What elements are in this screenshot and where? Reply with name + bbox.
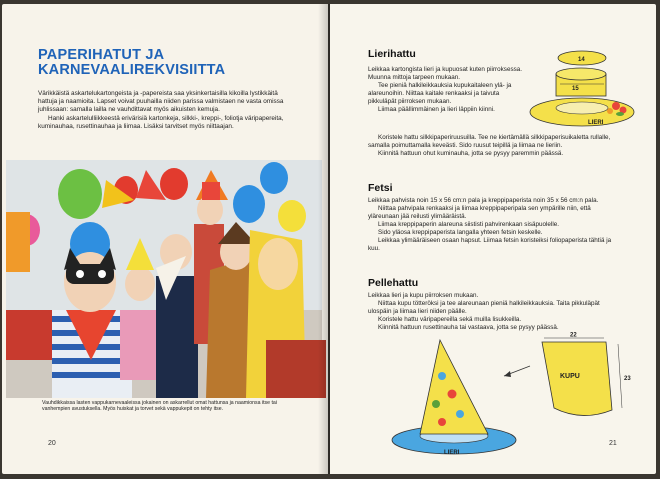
left-page [2,4,328,474]
intro-text [38,90,296,131]
lierihattu-text [368,66,528,114]
party-photo [6,160,322,398]
fetsi-text [368,197,622,253]
right-page [330,4,656,474]
page-number-right: 21 [609,440,617,447]
diagram-label-22: 22 [570,332,577,339]
fetsi-paragraph-4: Sido yläosa kreppipaperista langalla yhteen fetsin keskelle. [378,229,543,236]
pellehattu-title: Pellehattu [368,277,419,289]
lierihattu-paragraph-2: Tee pieniä halkileikkauksia kupukaitaleen ylä- ja alareunoihin. Niittaa kaitale renkaaksi ja taivuta pikkuläpät piirroksen mukaan. [368,82,512,105]
fetsi-paragraph-3: Liimaa kreppipaperin alareuna siististi pahvirenkaan sisäpuolelle. [378,221,559,228]
pellehattu-text [368,292,622,332]
children-carnival-photo [6,160,322,398]
diagram-label-lieri-top: LIERI [588,120,604,126]
intro-paragraph-2: Hanki askartelulliikkeestä erivärisiä kartonkeja, silkki-, kreppi-, foliotja väripapereita, kuminauhaa, rusettinauhaa ja liimaa. Lisäksi tarvitset myös niittaajan. [38,114,284,130]
lierihattu-paragraph-3: Liimaa päällimmäinen ja lieri läppiin kiinni. [378,106,495,113]
title-line-2: KARNEVAALIREKVISIITTA [38,62,226,78]
lierihattu-paragraph-1: Leikkaa kartongista lieri ja kupuosat kuten piirroksessa. Muunna mittoja tarpeen mukaan. [368,66,523,81]
page-title [38,48,298,78]
lierihattu-text-wide [368,134,616,158]
diagram-label-lieri-cone: LIERI [444,450,460,456]
lierihattu-paragraph-5: Kiinnitä hattuun ohut kuminauha, jotta se pysyy paremmin päässä. [378,150,564,157]
pellehattu-paragraph-2: Niittaa kupu tötteröksi ja tee alareunaan pieniä halkileikkauksia. Taita pikkuläpät ulospäin ja liimaa lieri niiden päälle. [368,300,600,315]
diagram-label-kupu: KUPU [560,373,580,380]
lierihattu-paragraph-4: Koristele hattu silkkipaperiruusuilla. Tee ne kiertämällä silkkipaperisuikaletta rullalle, samalla poimuttamalla keveästi. Sido ruusut teipillä ja liimaa ne lieriin. [368,134,611,149]
pellehattu-paragraph-3: Koristele hattu väripapereilla sekä muilla lisukkeilla. [378,316,522,323]
pellehattu-paragraph-4: Kiinnitä hattuun rusettinauha tai vastaava, jotta se pysyy päässä. [378,324,559,331]
intro-paragraph-1: Värikkäistä askartelukartongeista ja -papereista saa yksinkertaisilla kikoilla lystikkäitä hattuja ja naamioita. Lapset voivat puuhailla niiden parissa valmistaen ne vasta omissa juhlissaan: samalla lailla ne vauhdittavat myös aikuisten kemuja. [38,90,284,114]
lierihattu-diagram [526,48,638,134]
lierihattu-title: Lierihattu [368,48,416,60]
fetsi-paragraph-2: Niittaa pahvipala renkaaksi ja liimaa kreppipaperipala sen ympärille niin, että yläreunaan jää reilusti ylimääräistä. [368,205,591,220]
page-number-left: 20 [48,440,56,447]
title-line-1: PAPERIHATUT JA [38,47,165,63]
diagram-label-23: 23 [624,376,631,382]
photo-caption: Vauhdikkaissa lasten vappukarnevaaleissa jokainen on askarrellut omat hattunsa ja naamionsa itse tai vanhempien avustuksella. Myös huiskat ja torvet sekä vappukepit on tehty itse. [42,400,277,413]
fetsi-title: Fetsi [368,182,393,194]
pellehattu-paragraph-1: Leikkaa lieri ja kupu piirroksen mukaan. [368,292,479,299]
diagram-label-15: 15 [572,86,579,92]
diagram-label-14: 14 [578,57,585,63]
pellehattu-diagram [384,332,634,462]
fetsi-paragraph-5: Leikkaa ylimääräiseen osaan hapsut. Liimaa fetsin koristeiksi foliopaperista tähtiä ja kuu. [368,237,612,252]
fetsi-paragraph-1: Leikkaa pahvista noin 15 x 56 cm:n pala ja kreppipaperista noin 35 x 56 cm:n pala. [368,197,599,204]
